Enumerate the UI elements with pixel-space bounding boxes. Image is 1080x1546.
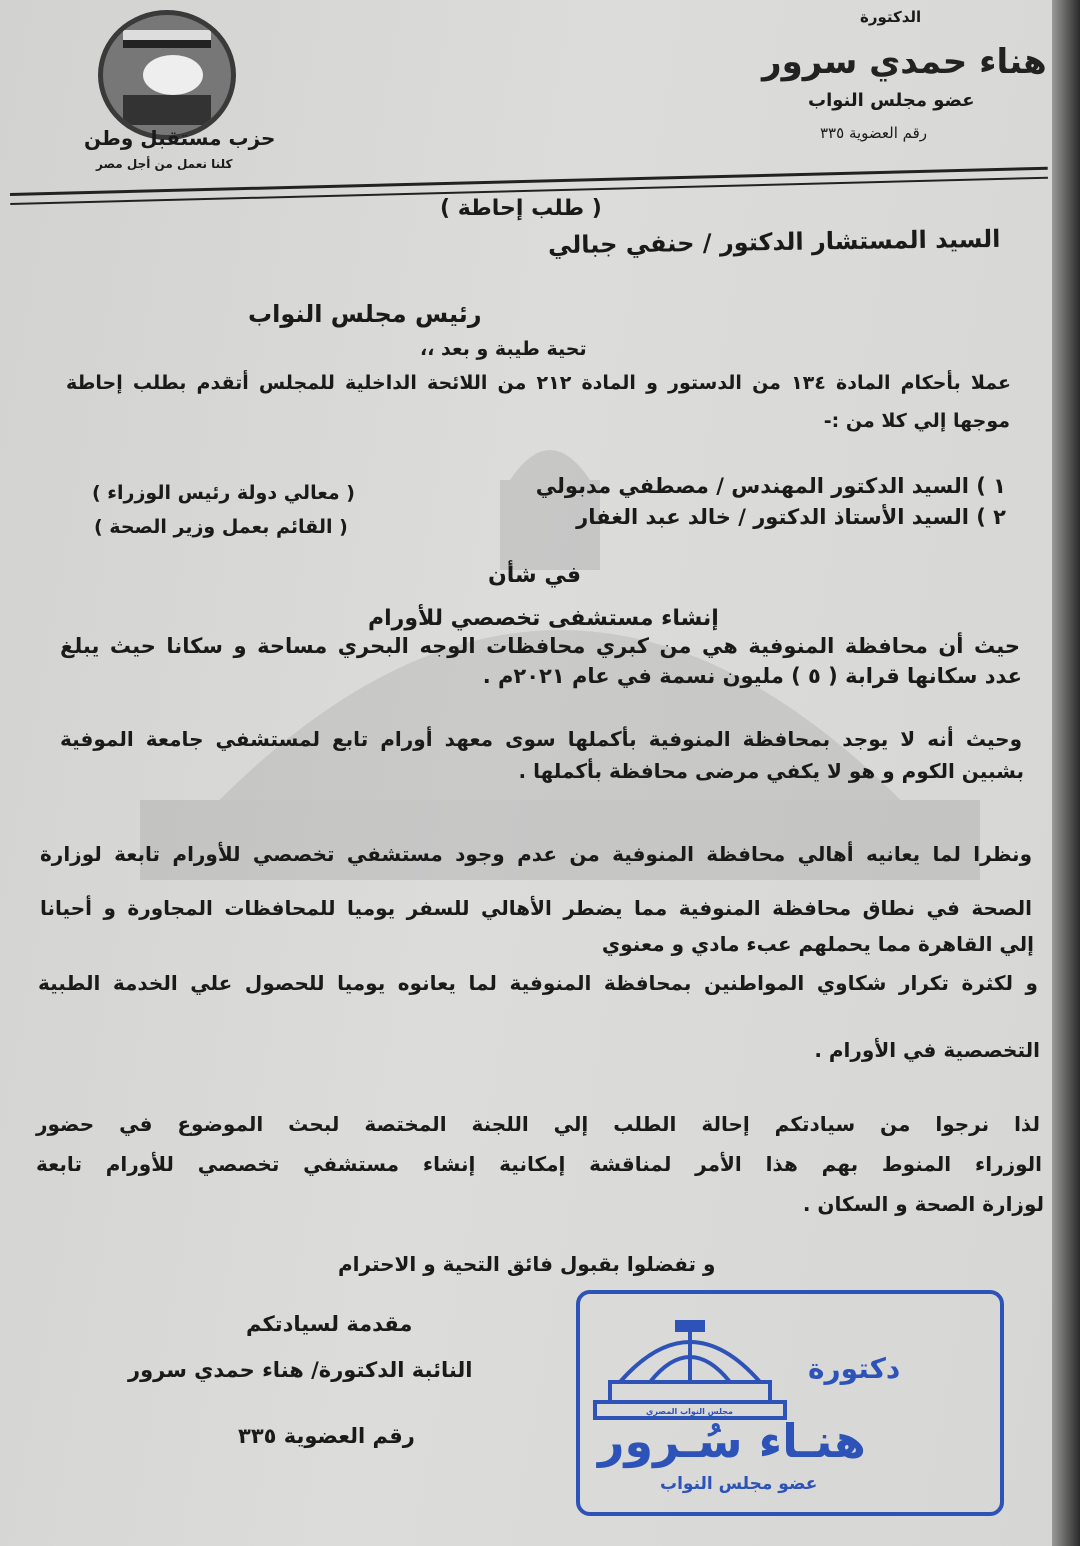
paragraph-line: الوزراء المنوط بهم هذا الأمر لمناقشة إمكانية إنشاء مستشفي تخصصي للأورام تابعة <box>36 1152 1042 1176</box>
stamp-name: هنـاء سُـرور <box>598 1414 866 1468</box>
party-name: حزب مستقبل وطن <box>84 126 276 150</box>
recipient-title: ( القائم بعمل وزير الصحة ) <box>94 516 348 538</box>
parliament-emblem-icon <box>590 1312 790 1422</box>
paragraph-line: حيث أن محافظة المنوفية هي من كبري محافظات الوجه البحري مساحة و سكانا حيث يبلغ <box>60 634 1020 658</box>
header-role: عضو مجلس النواب <box>808 90 975 111</box>
recipient-name: ٢ ) السيد الأستاذ الدكتور / خالد عبد الغفار <box>576 505 1006 529</box>
party-slogan: كلنا نعمل من أجل مصر <box>96 157 233 171</box>
intro-line: موجها إلي كلا من :- <box>823 410 1010 432</box>
paragraph-line: ونظرا لما يعانيه أهالي محافظة المنوفية من عدم وجود مستشفي تخصصي للأورام تابعة لوزارة <box>40 842 1032 866</box>
subject: إنشاء مستشفى تخصصي للأورام <box>368 606 719 631</box>
recipient-title: ( معالي دولة رئيس الوزراء ) <box>92 482 355 504</box>
paragraph-line: و لكثرة تكرار شكاوي المواطنين بمحافظة المنوفية لما يعانوه يوميا للحصول علي الخدمة الطبية <box>38 971 1038 995</box>
paragraph-line: بشبين الكوم و هو لا يكفي مرضى محافظة بأكملها . <box>518 759 1024 783</box>
request-type: ( طلب إحاطة ) <box>440 196 602 221</box>
addressee: السيد المستشار الدكتور / حنفي جبالي <box>547 224 1001 260</box>
signatory-membership: رقم العضوية ٣٣٥ <box>238 1424 415 1448</box>
recipient-name: ١ ) السيد الدكتور المهندس / مصطفي مدبولي <box>535 474 1006 498</box>
header-membership: رقم العضوية ٣٣٥ <box>820 124 928 142</box>
header-name: هناء حمدي سرور <box>762 42 1047 82</box>
closing-submitted: مقدمة لسيادتكم <box>246 1312 413 1336</box>
signatory: النائبة الدكتورة/ هناء حمدي سرور <box>128 1358 473 1382</box>
stamp-role: عضو مجلس النواب <box>660 1474 818 1494</box>
stamp-title: دكتورة <box>808 1352 901 1385</box>
subject-label: في شأن <box>488 563 581 588</box>
paragraph-line: وحيث أنه لا يوجد بمحافظة المنوفية بأكملها سوى معهد أورام تابع لمستشفي جامعة الموفية <box>60 727 1022 751</box>
header-title-prefix: الدكتورة <box>860 8 922 26</box>
party-logo <box>98 10 236 140</box>
page-edge <box>1052 0 1080 1546</box>
official-stamp <box>576 1290 1004 1516</box>
paragraph-line: لذا نرجوا من سيادتكم إحالة الطلب إلي اللجنة المختصة لبحث الموضوع في حضور <box>36 1112 1040 1136</box>
paragraph-line: عدد سكانها قرابة ( ٥ ) مليون نسمة في عام ٢٠٢١م . <box>482 664 1022 688</box>
addressee-title: رئيس مجلس النواب <box>248 300 482 328</box>
paragraph-line: التخصصية في الأورام . <box>814 1038 1040 1062</box>
paragraph-line: الصحة في نطاق محافظة المنوفية مما يضطر الأهالي للسفر يوميا للمحافظات المجاورة و أحيانا <box>40 896 1032 920</box>
greeting: تحية طيبة و بعد ،، <box>420 338 587 360</box>
paragraph-line: لوزارة الصحة و السكان . <box>802 1192 1044 1216</box>
closing-salutation: و تفضلوا بقبول فائق التحية و الاحترام <box>338 1252 716 1276</box>
paragraph-line: إلي القاهرة مما يحملهم عبء مادي و معنوي <box>601 932 1034 956</box>
emblem-caption: مجلس النواب المصري <box>646 1407 733 1416</box>
intro-line: عملا بأحكام المادة ١٣٤ من الدستور و المادة ٢١٢ من اللائحة الداخلية للمجلس أتقدم بطلب إحاطة <box>66 372 1011 394</box>
